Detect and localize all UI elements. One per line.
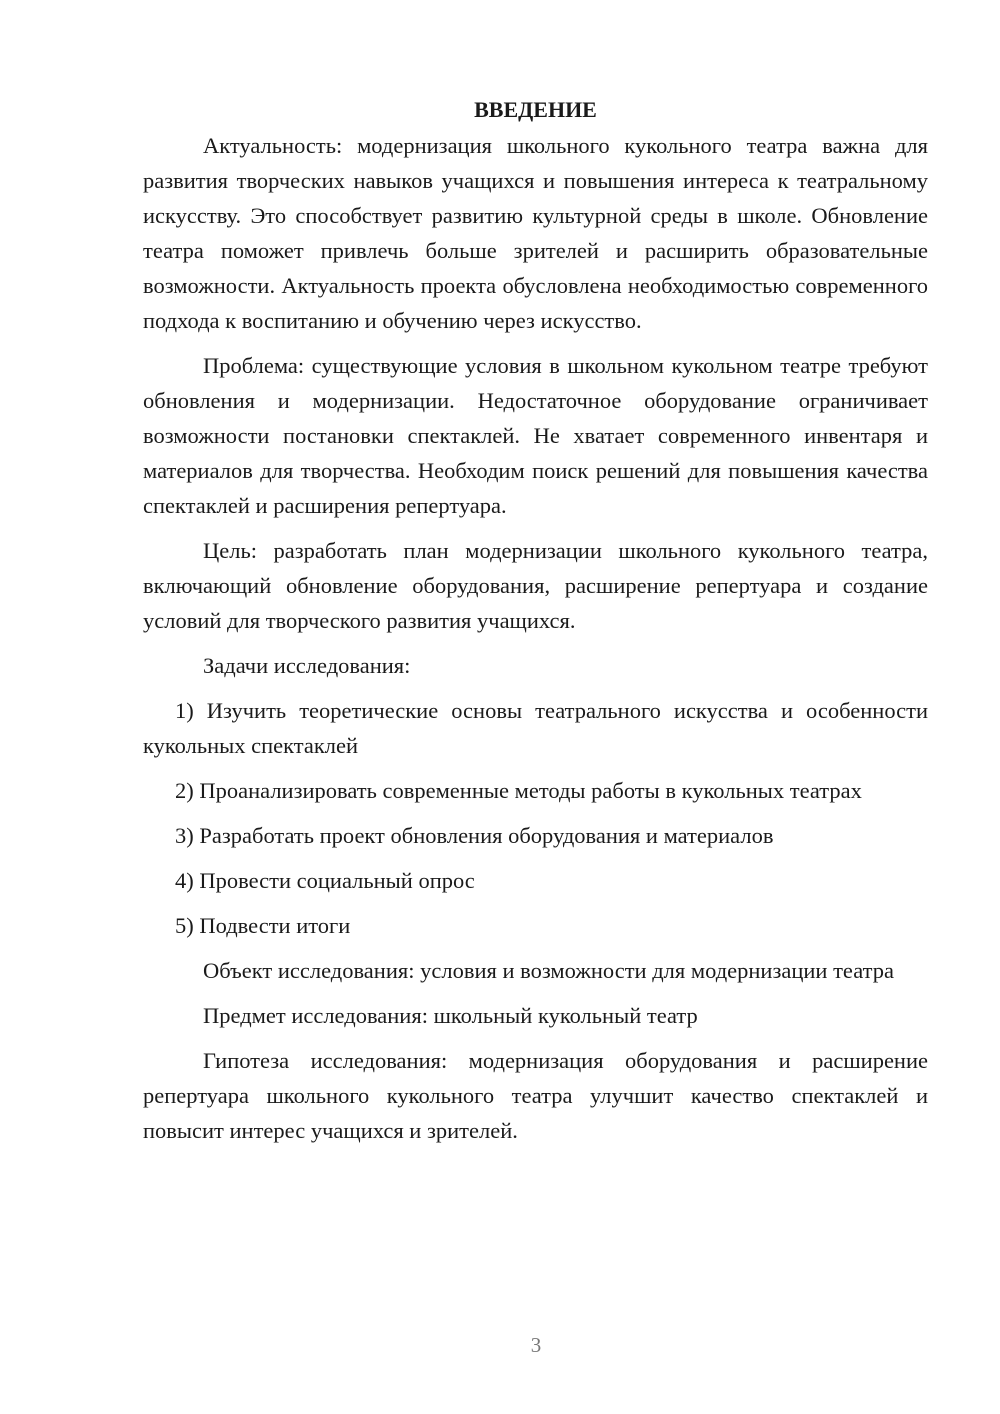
list-item: 2) Проанализировать современные методы работы в кукольных театрах (175, 778, 862, 803)
paragraph-hypothesis: Гипотеза исследования: модернизация оборудования и расширение репертуара школьного кукольного театра улучшит качество спектаклей и повысит интерес учащихся и зрителей. (143, 1048, 928, 1143)
paragraph-object: Объект исследования: условия и возможности для модернизации театра (203, 958, 894, 983)
document-page (143, 92, 928, 1158)
paragraph-goal: Цель: разработать план модернизации школьного кукольного театра, включающий обновление оборудования, расширение репертуара и создание условий для творческого развития учащихся. (143, 538, 928, 633)
tasks-list (143, 693, 928, 943)
list-item: 4) Провести социальный опрос (175, 868, 475, 893)
page-number: 3 (530, 1333, 542, 1357)
paragraph-relevance: Актуальность: модернизация школьного кукольного театра важна для развития творческих навыков учащихся и повышения интереса к театральному искусству. Это способствует развитию культурной среды в школе. Обновление театра поможет привлечь больше зрителей и расширить образовательные возможности. Актуальность проекта обусловлена необходимостью современного подхода к воспитанию и обучению через искусство. (143, 133, 928, 333)
paragraph-problem: Проблема: существующие условия в школьном кукольном театре требуют обновления и модернизации. Недостаточное оборудование ограничивает возможности постановки спектаклей. Не хватает современного инвентаря и материалов для творчества. Необходим поиск решений для повышения качества спектаклей и расширения репертуара. (143, 353, 928, 518)
section-title: ВВЕДЕНИЕ (474, 97, 597, 122)
tasks-heading: Задачи исследования: (203, 653, 411, 678)
list-item: 5) Подвести итоги (175, 913, 351, 938)
list-item: 3) Разработать проект обновления оборудования и материалов (175, 823, 774, 848)
paragraph-subject: Предмет исследования: школьный кукольный театр (203, 1003, 698, 1028)
list-item: 1) Изучить теоретические основы театрального искусства и особенности кукольных спектаклей (143, 698, 928, 758)
